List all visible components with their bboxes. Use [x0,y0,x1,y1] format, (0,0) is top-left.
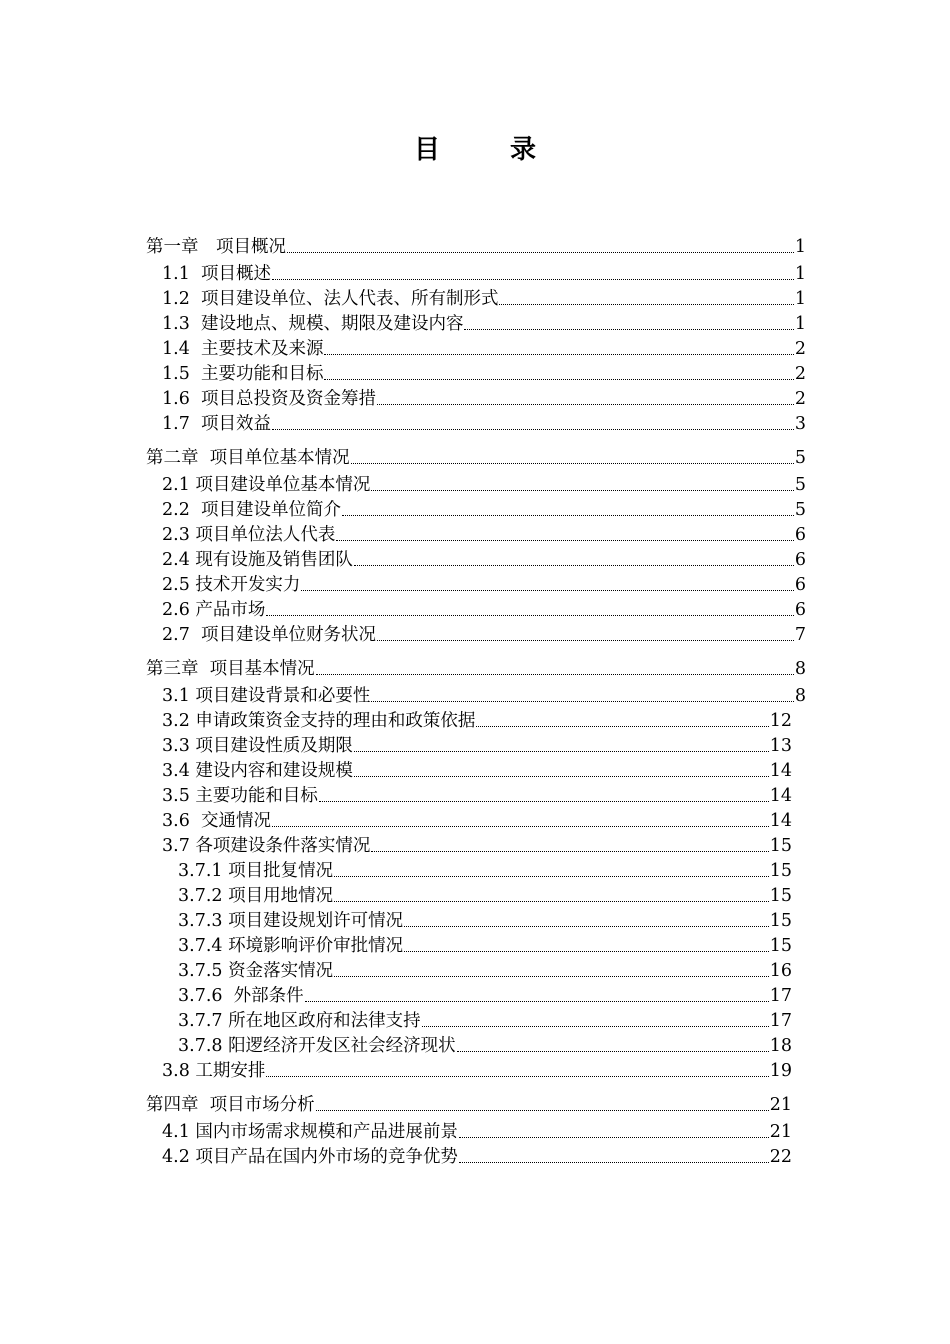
toc-chapter-entry[interactable] [146,230,806,260]
toc-entry-label: 1.5 主要功能和目标 [162,364,324,384]
toc-entry-label: 1.7 项目效益 [162,414,271,434]
toc-page-number: 21 [769,1122,792,1142]
toc-chapter-entry[interactable] [146,1082,792,1118]
toc-leader-dots [371,851,768,852]
toc-entry-label: 2.2 项目建设单位简介 [162,500,341,520]
toc-entry-label: 第一章 项目概况 [146,237,286,257]
toc-page-number: 19 [769,1061,792,1081]
toc-entry[interactable] [146,385,806,410]
toc-entry-label: 3.1 项目建设背景和必要性 [162,686,371,706]
toc-leader-dots [499,304,793,305]
toc-page-number: 18 [769,1036,792,1056]
toc-leader-dots [324,354,793,355]
toc-page-number: 2 [794,364,806,384]
toc-entry-label: 1.1 项目概述 [162,264,271,284]
toc-leader-dots [319,801,769,802]
toc-entry-label: 3.5 主要功能和目标 [162,786,318,806]
toc-page-number: 6 [794,600,806,620]
toc-entry-label: 1.4 主要技术及来源 [162,339,324,359]
toc-leader-dots [266,1076,768,1077]
toc-leader-dots [422,1026,769,1027]
toc-page-number: 13 [769,736,792,756]
toc-leader-dots [272,429,794,430]
toc-leader-dots [457,1051,769,1052]
toc-entry-label: 3.4 建设内容和建设规模 [162,761,353,781]
page-title: 目 录 [413,135,558,165]
toc-entry[interactable] [146,410,806,435]
toc-entry[interactable] [146,1057,792,1082]
toc-leader-dots [459,1162,769,1163]
toc-page-number: 12 [769,711,792,731]
toc-entry-label: 3.7.8 阳逻经济开发区社会经济现状 [178,1036,456,1056]
toc-entry[interactable] [146,682,806,707]
toc-leader-dots [464,329,793,330]
toc-page-number: 7 [794,625,806,645]
toc-leader-dots [316,1110,769,1111]
toc-leader-dots [266,615,793,616]
toc-entry[interactable] [146,310,806,335]
toc-entry-label: 3.2 申请政策资金支持的理由和政策依据 [162,711,476,731]
toc-leader-dots [354,776,769,777]
toc-entry-label: 2.6 产品市场 [162,600,266,620]
toc-entry-label: 1.6 项目总投资及资金筹措 [162,389,376,409]
toc-page-number: 2 [794,389,806,409]
toc-page-number: 1 [794,237,806,257]
toc-entry-label: 1.3 建设地点、规模、期限及建设内容 [162,314,464,334]
toc-page-number: 17 [769,1011,792,1031]
toc-entry[interactable] [146,957,792,982]
toc-leader-dots [377,640,794,641]
toc-entry-label: 3.3 项目建设性质及期限 [162,736,353,756]
toc-page-number: 6 [794,525,806,545]
toc-leader-dots [334,876,769,877]
toc-entry-label: 2.5 技术开发实力 [162,575,301,595]
toc-leader-dots [476,726,768,727]
toc-leader-dots [334,976,769,977]
toc-leader-dots [324,379,793,380]
toc-page-number: 17 [769,986,792,1006]
toc-page-number: 16 [769,961,792,981]
toc-entry[interactable] [146,782,792,807]
toc-entry[interactable] [146,621,806,646]
toc-leader-dots [334,901,769,902]
toc-entry[interactable] [146,857,792,882]
toc-leader-dots [336,540,793,541]
toc-entry[interactable] [146,360,806,385]
toc-entry-label: 3.7.3 项目建设规划许可情况 [178,911,404,931]
toc-leader-dots [351,463,794,464]
toc-leader-dots [272,826,769,827]
toc-chapter-entry[interactable] [146,646,806,682]
toc-entry[interactable] [146,907,792,932]
toc-page-number: 15 [769,886,792,906]
toc-leader-dots [305,1001,769,1002]
toc-page-number: 1 [794,289,806,309]
toc-entry-label: 第四章 项目市场分析 [146,1095,315,1115]
toc-entry-label: 4.1 国内市场需求规模和产品进展前景 [162,1122,458,1142]
toc-leader-dots [342,515,794,516]
toc-entry-label: 第三章 项目基本情况 [146,659,315,679]
toc-page-number: 21 [769,1095,792,1115]
toc-entry-label: 2.7 项目建设单位财务状况 [162,625,376,645]
toc-entry[interactable] [146,496,806,521]
toc-entry-label: 第二章 项目单位基本情况 [146,448,350,468]
toc-page-number: 22 [769,1147,792,1167]
toc-entry-label: 2.4 现有设施及销售团队 [162,550,353,570]
toc-entry[interactable] [146,707,792,732]
toc-page-number: 5 [794,475,806,495]
toc-leader-dots [354,751,769,752]
toc-leader-dots [272,279,794,280]
toc-entry[interactable] [146,1118,792,1143]
toc-entry-label: 3.7.2 项目用地情况 [178,886,334,906]
toc-entry[interactable] [146,732,792,757]
toc-entry-label: 3.7.7 所在地区政府和法律支持 [178,1011,421,1031]
toc-leader-dots [459,1137,769,1138]
toc-entry[interactable] [146,1032,792,1057]
table-of-contents [146,230,806,1168]
toc-page-number: 14 [769,811,792,831]
toc-page-number: 14 [769,761,792,781]
toc-entry[interactable] [146,982,792,1007]
toc-entry-label: 3.8 工期安排 [162,1061,266,1081]
toc-entry-label: 3.7.5 资金落实情况 [178,961,334,981]
toc-page-number: 8 [794,659,806,679]
toc-leader-dots [316,674,794,675]
toc-chapter-entry[interactable] [146,435,806,471]
toc-leader-dots [301,590,793,591]
toc-entry-label: 3.6 交通情况 [162,811,271,831]
toc-entry[interactable] [146,335,806,360]
toc-entry-label: 3.7.4 环境影响评价审批情况 [178,936,404,956]
toc-page-number: 14 [769,786,792,806]
toc-entry[interactable] [146,521,806,546]
toc-page-number: 2 [794,339,806,359]
toc-entry-label: 1.2 项目建设单位、法人代表、所有制形式 [162,289,499,309]
toc-entry-label: 2.3 项目单位法人代表 [162,525,336,545]
toc-leader-dots [287,252,794,253]
toc-entry-label: 3.7.1 项目批复情况 [178,861,334,881]
toc-entry[interactable] [146,1007,792,1032]
toc-entry[interactable] [146,571,806,596]
toc-entry[interactable] [146,832,792,857]
toc-page-number: 1 [794,264,806,284]
toc-entry[interactable] [146,757,792,782]
toc-page-number: 5 [794,500,806,520]
toc-page-number: 15 [769,861,792,881]
toc-entry[interactable] [146,260,806,285]
toc-page-number: 8 [794,686,806,706]
toc-leader-dots [377,404,794,405]
toc-leader-dots [404,951,769,952]
toc-page-number: 15 [769,836,792,856]
toc-entry[interactable] [146,1143,792,1168]
toc-entry[interactable] [146,546,806,571]
toc-leader-dots [404,926,769,927]
toc-page-number: 6 [794,550,806,570]
toc-entry-label: 2.1 项目建设单位基本情况 [162,475,371,495]
toc-entry-label: 4.2 项目产品在国内外市场的竞争优势 [162,1147,458,1167]
toc-page-number: 3 [794,414,806,434]
toc-entry[interactable] [146,596,806,621]
toc-page-number: 1 [794,314,806,334]
toc-entry[interactable] [146,882,792,907]
toc-leader-dots [371,490,793,491]
toc-entry-label: 3.7 各项建设条件落实情况 [162,836,371,856]
toc-leader-dots [371,701,793,702]
toc-entry[interactable] [146,471,806,496]
toc-entry-label: 3.7.6 外部条件 [178,986,304,1006]
toc-leader-dots [354,565,794,566]
toc-entry[interactable] [146,285,806,310]
toc-entry[interactable] [146,807,792,832]
toc-entry[interactable] [146,932,792,957]
toc-page-number: 5 [794,448,806,468]
toc-page-number: 15 [769,911,792,931]
toc-page-number: 6 [794,575,806,595]
toc-page-number: 15 [769,936,792,956]
